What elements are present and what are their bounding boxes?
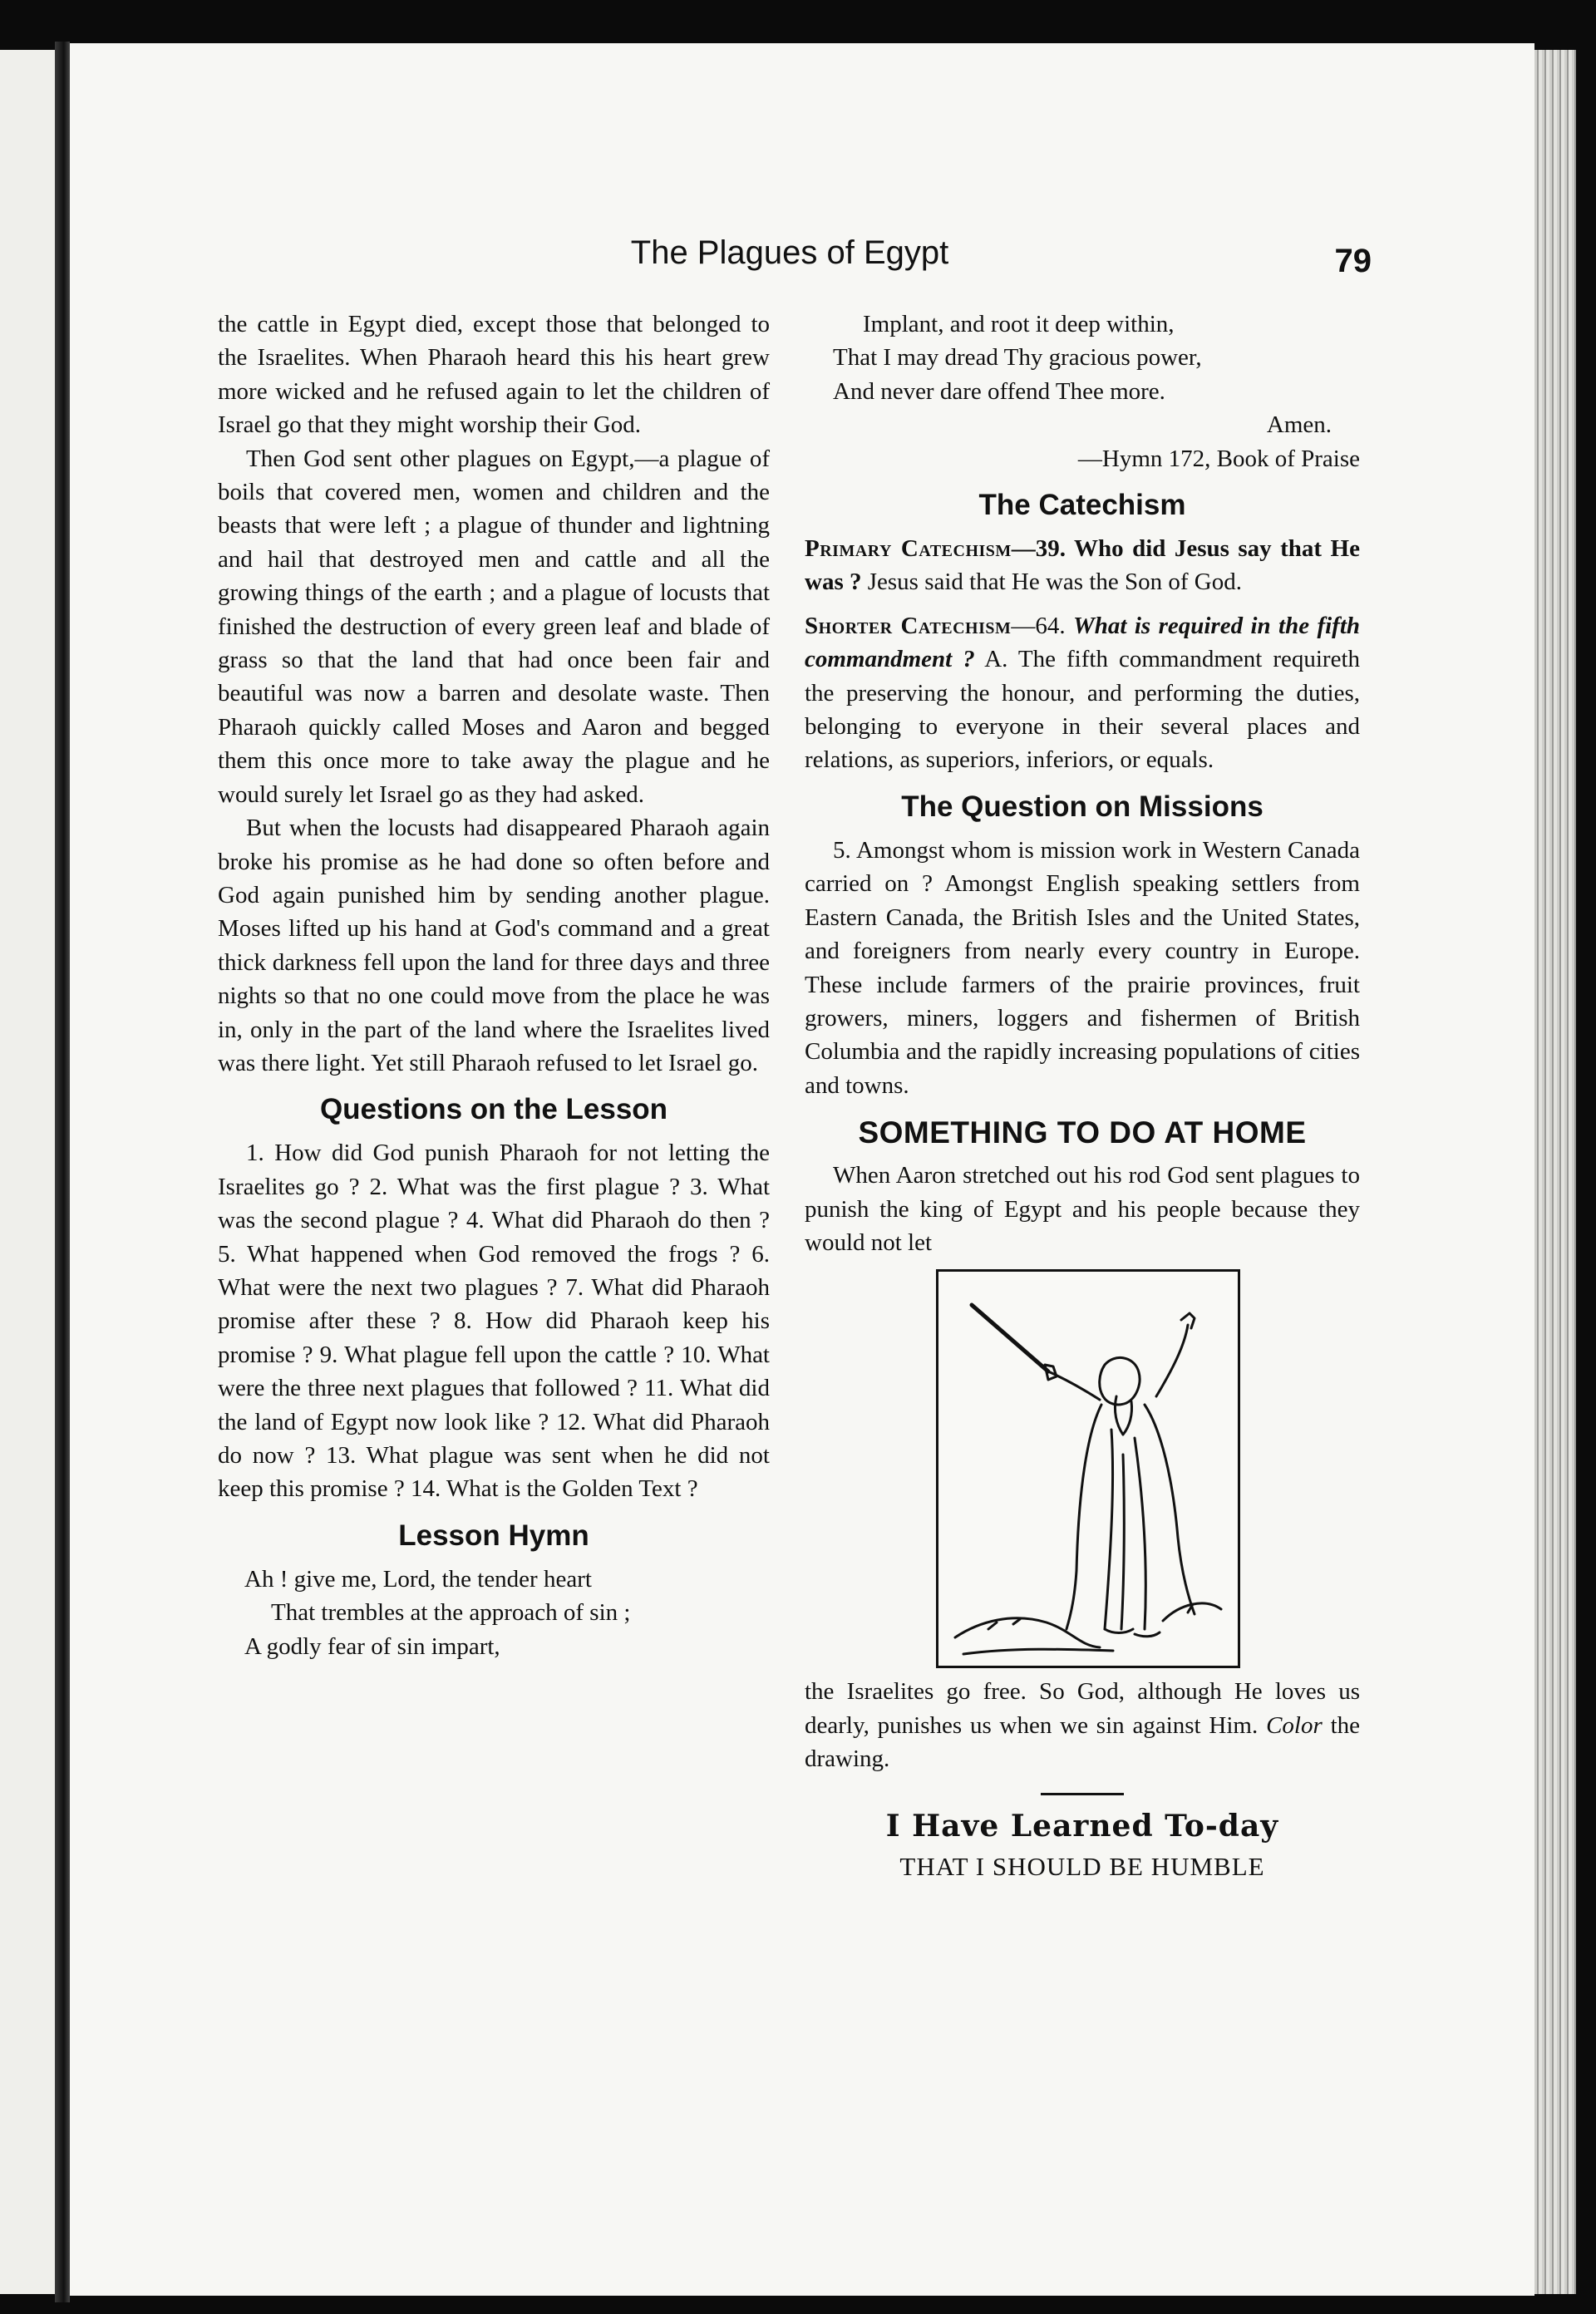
learned-today-heading: I Have Learned To-day: [885, 1808, 1279, 1844]
home-activity-text: the Israelites go free. So God, although He loves us dearly, punishes us when we sin against Him. Color the drawing.: [805, 1678, 1361, 1773]
coloring-drawing: [938, 1272, 1238, 1666]
missions-heading: The Question on Missions: [901, 790, 1264, 823]
primary-catechism-label: Primary Catechism: [805, 535, 1012, 563]
previous-page-edge: [0, 50, 55, 2294]
questions-heading: Questions on the Lesson: [319, 1093, 668, 1126]
primary-catechism-answer: Jesus said that He was the Son of God.: [867, 569, 1242, 596]
hymn-line: Ah ! give me, Lord, the tender heart: [244, 1565, 592, 1593]
page-number: 79: [1334, 243, 1372, 279]
hymn-amen: Amen.: [1266, 411, 1332, 439]
home-activity-heading: SOMETHING TO DO AT HOME: [858, 1115, 1307, 1150]
hymn-line: Implant, and root it deep within,: [863, 311, 1175, 337]
shorter-catechism-answer: A. The fifth commandment requireth the preserving the honour, and performing the duties, belonging to everyone in their several places and relations, as superiors, inferiors, or equals.: [805, 646, 1361, 774]
lesson-paragraph: the cattle in Egypt died, except those that belonged to the Israelites. When Pharaoh heard this his heart grew more wicked and he refused again to let the children of Israel go that they might worship their God.: [218, 311, 770, 439]
hymn-line: That trembles at the approach of sin ;: [271, 1599, 631, 1627]
learned-today-text: THAT I SHOULD BE HUMBLE: [899, 1851, 1265, 1881]
primary-catechism: [805, 532, 1360, 599]
lesson-paragraph: But when the locusts had disappeared Pharaoh again broke his promise as he had done so often before and God again punished him by sending another plague. Moses lifted up his hand at God's command and a great thick darkness fell upon the land for three days and three nights so that no one could move from the place he was in, only in the part of the land where the Israelites lived was there light. Yet still Pharaoh refused to let Israel go.: [218, 815, 770, 1076]
primary-catechism-question: —39. Who did Jesus say that He was ?: [805, 535, 1360, 596]
shorter-catechism-label: Shorter Catechism: [805, 612, 1012, 639]
shorter-catechism-number: —64.: [1011, 612, 1066, 639]
color-instruction: Color: [1266, 1711, 1323, 1739]
hymn-line: That I may dread Thy gracious power,: [833, 344, 1202, 372]
hymn-heading: Lesson Hymn: [398, 1519, 589, 1552]
running-title: The Plagues of Egypt: [630, 234, 949, 271]
aaron-with-rod-icon: [936, 1269, 1240, 1668]
lesson-paragraph: Then God sent other plagues on Egypt,—a plague of boils that covered men, women and children and the beasts that were left ; a plague of thunder and lightning and hail that destroyed men and cattle and all the growing things of the earth ; and a plague of locusts that finished the destruction of every green leaf and blade of grass so that the land that had once been fair and beautiful was now a barren and desolate waste. Then Pharaoh quickly called Moses and Aaron and begged them this once more to take away the plague and he would surely let Israel go as they had asked.: [218, 445, 770, 808]
hymn-attribution: —Hymn 172, Book of Praise: [1077, 445, 1360, 472]
shorter-catechism-question: What is required in the fifth commandment ?: [805, 612, 1360, 673]
missions-text: 5. Amongst whom is mission work in Western Canada carried on ? Amongst English speaking settlers from Eastern Canada, the British Isles and the United States, and foreigners from nearly every country in Europe. These include farmers of the prairie provinces, fruit growers, miners, loggers and fishermen of British Columbia and the rapidly increasing populations of cities and towns.: [805, 836, 1360, 1099]
book-gutter: [55, 42, 70, 2302]
left-column: [218, 308, 770, 1663]
shorter-catechism: [805, 609, 1360, 777]
illustration-area: [805, 1269, 1360, 1668]
section-divider: [1041, 1793, 1124, 1795]
hymn-line: A godly fear of sin impart,: [244, 1632, 500, 1660]
hymn-line: And never dare offend Thee more.: [833, 377, 1165, 405]
catechism-heading: The Catechism: [978, 489, 1186, 522]
page-stack-edge: [1534, 50, 1576, 2294]
right-column: [805, 308, 1360, 1883]
questions-text: 1. How did God punish Pharaoh for not letting the Israelites go ? 2. What was the first plague ? 3. What was the second plague ? 4. What did Pharaoh do then ? 5. What happened when God removed the frogs ? 6. What were the next two plagues ? 7. What did Pharaoh promise after these ? 8. How did Pharaoh keep his promise ? 9. What plague fell upon the cattle ? 10. What were the three next plagues that followed ? 11. What did the land of Egypt now look like ? 12. What did Pharaoh do now ? 13. What plague was sent when he did not keep this promise ? 14. What is the Golden Text ?: [218, 1140, 770, 1503]
home-activity-text: When Aaron stretched out his rod God sent plagues to punish the king of Egypt and his people because they would not let: [805, 1162, 1360, 1256]
